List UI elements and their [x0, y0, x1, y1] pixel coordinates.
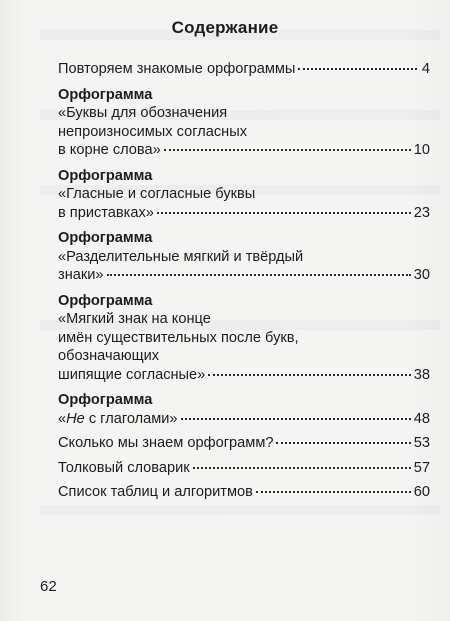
toc-entry-row [58, 434, 430, 453]
toc-entry-line: шипящие согласные» [58, 366, 206, 383]
toc-entry-row [58, 60, 430, 79]
toc-entry-row [58, 266, 430, 285]
toc-entry-heading: Орфограмма [58, 86, 153, 103]
toc-page-number: 4 [421, 61, 430, 77]
toc-entry-row [58, 410, 430, 429]
toc-entry-line: «Гласные и согласные буквы [58, 186, 256, 202]
toc-entry-row [58, 366, 430, 385]
toc-entry-line: «Разделительные мягкий и твёрдый [58, 248, 304, 265]
toc-entry [58, 434, 430, 453]
dot-leader [157, 212, 411, 214]
toc-entry-row [58, 483, 430, 502]
toc-entry-row [58, 459, 430, 478]
dot-leader [208, 374, 410, 376]
toc-entry-heading: Орфограмма [58, 292, 153, 309]
toc-entry-line: в корне слова» [58, 142, 161, 158]
toc-entry-line: «Не с глаголами» [58, 410, 178, 427]
toc-page-number: 57 [413, 459, 430, 476]
toc-entry-row [58, 204, 430, 223]
toc-entry-line: Повторяем знакомые орфограммы [58, 61, 296, 77]
page-number: 62 [40, 578, 57, 595]
toc-entry-line: Сколько мы знаем орфограмм? [58, 435, 274, 451]
toc-entry-line: «Буквы для обозначения [58, 105, 228, 121]
toc-entry [58, 459, 430, 478]
toc-entry [58, 167, 430, 223]
toc-entry-row [58, 141, 430, 160]
toc-entry [58, 483, 430, 502]
toc-entry-line: «Мягкий знак на конце [58, 311, 211, 327]
toc-entry-line: Список таблиц и алгоритмов [58, 484, 253, 500]
toc-entry [58, 60, 430, 79]
dot-leader [181, 418, 411, 420]
dot-leader [193, 467, 411, 469]
toc-entry-line: в приставках» [58, 204, 154, 221]
toc-entry [58, 229, 430, 285]
toc-entry-line: имён существительных после букв, [58, 329, 299, 346]
dot-leader [256, 491, 411, 493]
dot-leader [164, 149, 411, 151]
toc-page-number: 53 [413, 435, 430, 451]
toc-entry-heading: Орфограмма [58, 230, 153, 246]
toc-page-number: 10 [413, 142, 430, 158]
toc-entry-line: непроизносимых согласных [58, 123, 248, 140]
dot-leader [107, 274, 411, 276]
toc-entry-heading: Орфограмма [58, 392, 153, 408]
toc-entry [58, 391, 430, 428]
toc-page-number: 23 [413, 204, 430, 221]
page-title: Содержание [171, 18, 279, 37]
dot-leader [276, 442, 410, 444]
toc-page-number: 48 [413, 410, 430, 427]
toc-entry-heading: Орфограмма [58, 167, 153, 184]
toc-page-number: 60 [413, 484, 430, 500]
table-of-contents [58, 60, 430, 502]
dot-leader [298, 68, 417, 70]
toc-page-number: 38 [413, 366, 430, 383]
toc-entry [58, 86, 430, 160]
toc-page-number: 30 [413, 267, 430, 283]
toc-entry-line: Толковый словарик [58, 459, 190, 476]
toc-entry-line: знаки» [58, 267, 104, 283]
toc-entry [58, 292, 430, 385]
toc-entry-line: обозначающих [58, 348, 160, 364]
bleed-through-text [40, 505, 440, 515]
